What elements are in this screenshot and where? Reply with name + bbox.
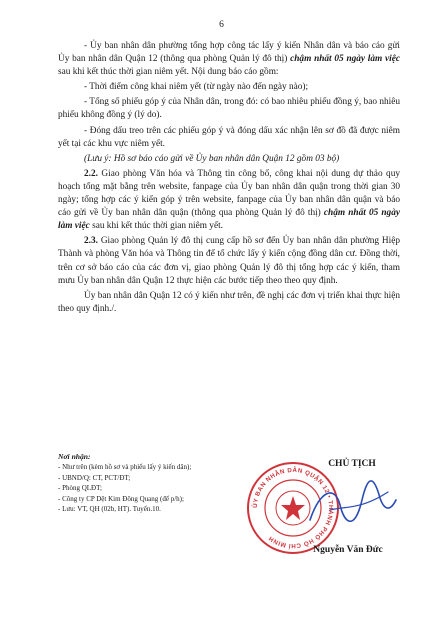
signer-title: CHỦ TỊCH <box>328 459 376 469</box>
paragraph-2-2: 2.2. Giao phòng Văn hóa và Thông tin công bố, công khai nội dung dự thảo quy hoạch tổng mặt bằng trên website, fanpage của Ủy ban nhân dân quận trong thời gian 30 ngày; tổng hợp các ý kiến góp ý trên website, fanpage của Ủy ban nhân dân quận và báo cáo gửi về Ủy ban nhân dân quận (thông qua phòng Quản lý đô thị) chậm nhất 05 ngày làm việc sau khi kết thúc thời gian niêm yết. <box>58 168 400 232</box>
recipient-item: - Lưu: VT, QH (02b, HT). Tuyến.10. <box>58 505 161 514</box>
paragraph-posting-time: - Thời điểm công khai niêm yết (từ ngày nào đến ngày nào); <box>84 82 309 93</box>
seal-text: ỦY BAN NHÂN DÂN QUẬN 12 • THÀNH PHỐ HỒ CHÍ MINH <box>251 466 335 550</box>
paragraph-closing: Ủy ban nhân dân Quận 12 có ý kiến như trên, đề nghị các đơn vị triển khai thực hiện theo quy định./. <box>58 290 400 314</box>
page-number: 6 <box>219 20 224 30</box>
recipient-item: - Công ty CP Dệt Kim Đông Quang (để p/h); <box>58 494 184 503</box>
paragraph-ward-report: - Ủy ban nhân dân phường tổng hợp công tác lấy ý kiến Nhân dân và báo cáo gửi Ủy ban nhân dân Quận 12 (thông qua phòng Quản lý đô thị) chậm nhất 05 ngày làm việc sau khi kết thúc thời gian niêm yết. Nội dung báo cáo gồm: <box>58 41 400 78</box>
handwritten-signature <box>300 470 400 540</box>
paragraph-seal-stamping: - Đóng dấu treo trên các phiếu góp ý và đóng dấu xác nhận lên sơ đồ đã được niêm yết tại các khu vực niêm yết. <box>58 125 400 149</box>
paragraph-note: (Lưu ý: Hồ sơ báo cáo gửi về Ủy ban nhân dân Quận 12 gồm 03 bộ) <box>84 153 340 164</box>
paragraph-vote-count: - Tổng số phiếu góp ý của Nhân dân, trong đó: có bao nhiêu phiếu đồng ý, bao nhiêu phiếu không đồng ý (lý do). <box>58 97 400 121</box>
document-body <box>58 40 400 318</box>
deadline-emphasis: chậm nhất 05 ngày làm việc <box>290 54 400 65</box>
deadline-emphasis: chậm nhất 05 ngày làm việc <box>58 208 400 232</box>
recipient-item: - Phòng QLĐT; <box>58 484 102 493</box>
signer-name: Nguyễn Văn Đức <box>313 545 383 555</box>
paragraph-2-3: 2.3. Giao phòng Quản lý đô thị cung cấp hồ sơ đến Ủy ban nhân dân phường Hiệp Thành và phòng Văn hóa và Thông tin để tổ chức lấy ý kiến cộng đồng dân cư. Đồng thời, trên cơ sở báo cáo của các đơn vị, giao phòng Quản lý đô thị tổng hợp các ý kiến, tham mưu Ủy ban nhân dân Quận 12 thực hiện các bước tiếp theo theo quy định. <box>58 236 400 286</box>
recipients-block <box>58 452 248 514</box>
recipient-item: - Như trên (kèm hồ sơ và phiếu lấy ý kiến dân); <box>58 463 192 472</box>
recipient-item: - UBND/Q: CT, PCT/ĐT; <box>58 473 131 482</box>
recipients-heading: Nơi nhận: <box>58 452 91 461</box>
